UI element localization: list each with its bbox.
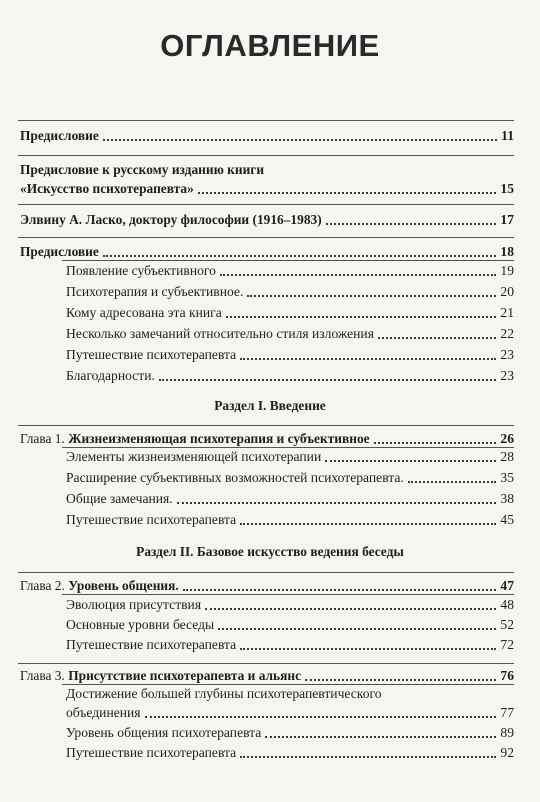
toc-subentry-line1[interactable]: Достижение большей глубины психотерапевтического (66, 686, 382, 701)
divider (18, 155, 514, 156)
page-number: 18 (500, 244, 514, 259)
leader-dots (240, 523, 496, 525)
toc-subentry[interactable]: Психотерапия и субъективное. 20 (66, 284, 514, 299)
toc-subentry[interactable]: объединения 77 (66, 705, 514, 720)
page-number: 20 (500, 284, 514, 299)
toc-subentry[interactable]: Кому адресована эта книга 21 (66, 305, 514, 320)
page-number: 76 (500, 668, 514, 683)
toc-subentry[interactable]: Эволюция присутствия 48 (66, 597, 514, 612)
toc-subentry[interactable]: Путешествие психотерапевта 72 (66, 637, 514, 652)
toc-subentry[interactable]: Основные уровни беседы 52 (66, 617, 514, 632)
page-title: ОГЛАВЛЕНИЕ (160, 28, 380, 63)
leader-dots (183, 589, 497, 591)
page-number: 52 (500, 617, 514, 632)
toc-subentry[interactable]: Путешествие психотерапевта 45 (66, 512, 514, 527)
leader-dots (240, 756, 496, 758)
page-number: 17 (500, 212, 514, 227)
toc-entry-preface-2[interactable]: Предисловие 18 (20, 244, 514, 259)
page-number: 48 (500, 597, 514, 612)
leader-dots (103, 139, 497, 141)
divider (18, 204, 514, 205)
page-number: 47 (500, 578, 514, 593)
toc-entry-preface-ru-line1[interactable]: Предисловие к русскому изданию книги (20, 162, 265, 177)
chapter-prefix: Глава 2. (20, 578, 65, 593)
leader-dots (265, 736, 496, 738)
divider (18, 237, 514, 238)
chapter-title: Жизнеизменяющая психотерапия и субъективное (68, 431, 370, 446)
page-number: 28 (500, 449, 514, 464)
toc-subentry[interactable]: Путешествие психотерапевта 23 (66, 347, 514, 362)
page-number: 72 (500, 637, 514, 652)
chapter-title: Уровень общения. (68, 578, 179, 593)
leader-dots (205, 608, 496, 610)
leader-dots (220, 274, 496, 276)
leader-dots (240, 648, 496, 650)
page-number: 89 (500, 725, 514, 740)
toc-subentry[interactable]: Появление субъективного 19 (66, 263, 514, 278)
page-number: 92 (500, 745, 514, 760)
chapter-prefix: Глава 1. (20, 431, 65, 446)
toc-subentry[interactable]: Благодарности. 23 (66, 368, 514, 383)
divider (62, 260, 514, 261)
leader-dots (374, 442, 497, 444)
toc-entry-chapter-3[interactable] (20, 667, 514, 684)
toc-subentry[interactable]: Несколько замечаний относительно стиля изложения 22 (66, 326, 514, 341)
leader-dots (145, 716, 497, 718)
leader-dots (103, 255, 497, 257)
leader-dots (305, 679, 496, 681)
leader-dots (218, 628, 496, 630)
leader-dots (408, 481, 497, 483)
divider (18, 425, 514, 426)
page-number: 23 (500, 368, 514, 383)
page-number: 21 (500, 305, 514, 320)
page-number: 19 (500, 263, 514, 278)
page-number: 38 (500, 491, 514, 506)
toc-subentry[interactable]: Путешествие психотерапевта 92 (66, 745, 514, 760)
page-number: 23 (500, 347, 514, 362)
leader-dots (198, 192, 497, 194)
toc-entry-chapter-1[interactable] (20, 430, 514, 447)
toc-subentry[interactable]: Уровень общения психотерапевта 89 (66, 725, 514, 740)
leader-dots (240, 358, 496, 360)
leader-dots (325, 460, 496, 462)
divider (18, 572, 514, 573)
divider (18, 120, 514, 121)
section-heading: Раздел I. Введение (214, 398, 326, 413)
chapter-prefix: Глава 3. (20, 668, 65, 683)
toc-subentry[interactable]: Общие замечания. 38 (66, 491, 514, 506)
toc-entry-preface-ru[interactable]: «Искусство психотерапевта» 15 (20, 181, 514, 196)
page-number: 77 (500, 705, 514, 720)
page-number: 45 (500, 512, 514, 527)
leader-dots (326, 223, 497, 225)
leader-dots (159, 379, 497, 381)
leader-dots (226, 316, 497, 318)
toc-subentry[interactable]: Элементы жизнеизменяющей психотерапии 28 (66, 449, 514, 464)
page-number: 15 (500, 181, 514, 196)
toc-entry-dedication[interactable]: Элвину А. Ласко, доктору философии (1916–1983) 17 (20, 212, 514, 227)
toc-subentry[interactable]: Расширение субъективных возможностей психотерапевта. 35 (66, 470, 514, 485)
page-number: 11 (501, 128, 514, 143)
divider (62, 684, 514, 685)
leader-dots (177, 502, 497, 504)
divider (62, 594, 514, 595)
toc-entry-preface[interactable]: Предисловие 11 (20, 128, 514, 143)
toc-entry-chapter-2[interactable] (20, 577, 514, 594)
leader-dots (247, 295, 496, 297)
page-number: 26 (500, 431, 514, 446)
leader-dots (378, 337, 496, 339)
page-number: 22 (500, 326, 514, 341)
page-number: 35 (500, 470, 514, 485)
chapter-title: Присутствие психотерапевта и альянс (68, 668, 302, 683)
section-heading: Раздел II. Базовое искусство ведения беседы (136, 544, 404, 559)
divider (18, 663, 514, 664)
